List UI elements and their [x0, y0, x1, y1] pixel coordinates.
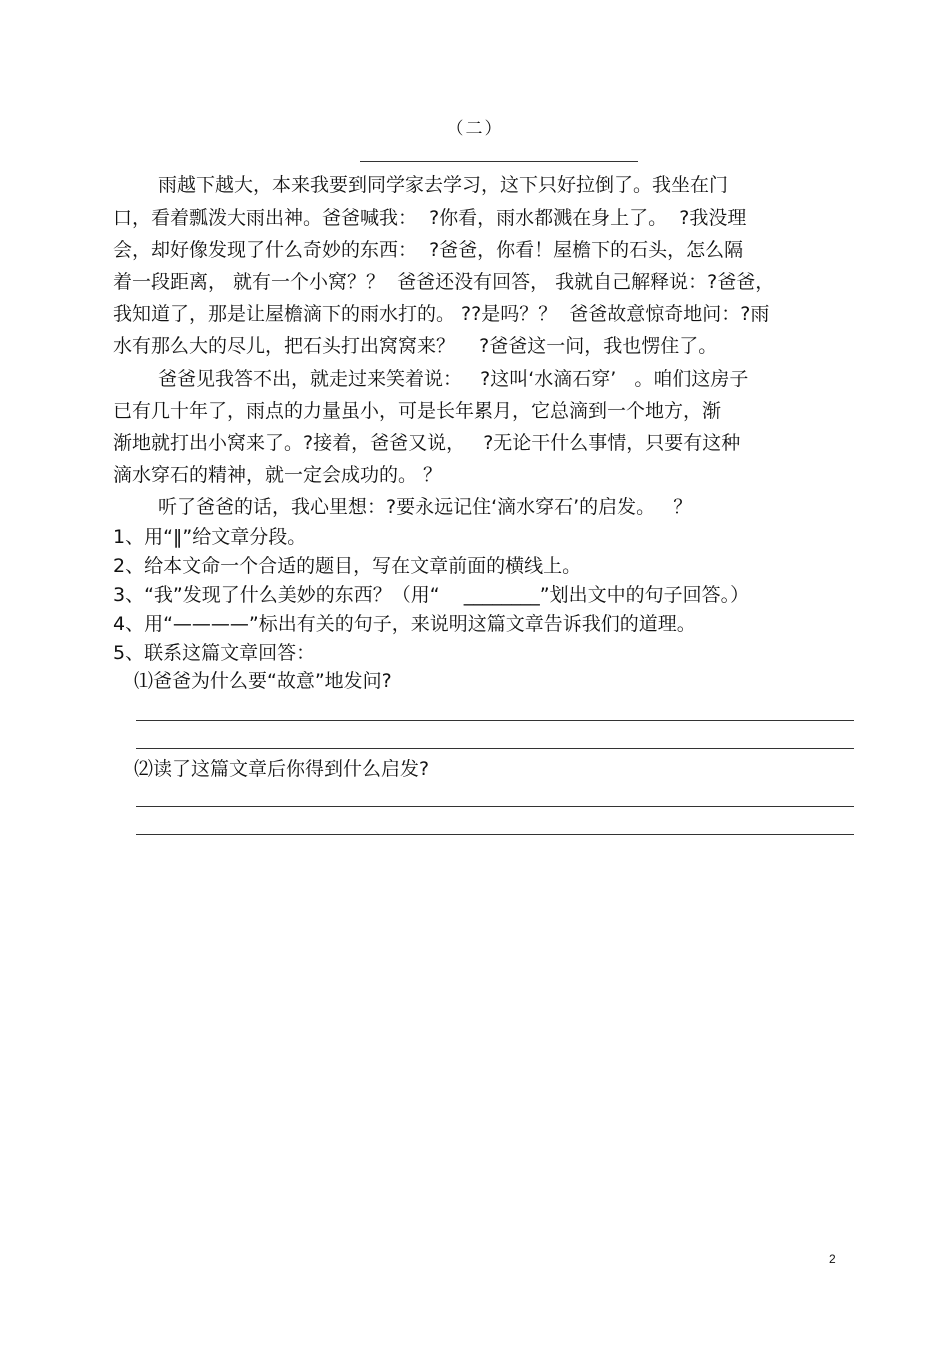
passage-line: 已有几十年了，雨点的力量虽小，可是长年累月，它总滴到一个地方，渐 [113, 400, 722, 422]
answer-line[interactable] [136, 720, 854, 721]
passage-line: 爸爸见我答不出，就走过来笑着说： ?这叫‘水滴石穿’ 。咱们这房子 [158, 368, 749, 390]
passage-line: 听了爸爸的话，我心里想：?要永远记住‘滴水穿石’的启发。 ？ [158, 496, 693, 518]
section-title: （二） [446, 119, 504, 139]
question-4: 4、用“————”标出有关的句子，来说明这篇文章告诉我们的道理。 [113, 613, 696, 635]
passage-line: 口，看着瓢泼大雨出神。爸爸喊我： ?你看，雨水都溅在身上了。 ?我没理 [113, 207, 747, 229]
sub-question-2: ⑵读了这篇文章后你得到什么启发? [134, 758, 430, 780]
question-2: 2、给本文命一个合适的题目，写在文章前面的横线上。 [113, 555, 582, 577]
answer-line[interactable] [136, 748, 854, 749]
passage-line: 我知道了，那是让屋檐滴下的雨水打的。 ??是吗？？ 爸爸故意惊奇地问：?雨 [113, 303, 770, 325]
answer-line[interactable] [136, 806, 854, 807]
passage-line: 水有那么大的尽儿，把石头打出窝窝来？ ?爸爸这一问，我也愣住了。 [113, 335, 718, 357]
question-1: 1、用“‖”给文章分段。 [113, 526, 307, 548]
passage-line: 着一段距离， 就有一个小窝？？ 爸爸还没有回答， 我就自己解释说：?爸爸， [113, 271, 775, 293]
question-3: 3、“我”发现了什么美妙的东西？（用“ ________”划出文中的句子回答。） [113, 584, 750, 606]
passage-line: 滴水穿石的精神，就一定会成功的。 ？ [113, 464, 443, 486]
answer-line[interactable] [136, 834, 854, 835]
sub-question-1: ⑴爸爸为什么要“故意”地发问? [134, 670, 392, 692]
passage-line: 渐地就打出小窝来了。?接着，爸爸又说， ?无论干什么事情，只要有这种 [113, 432, 741, 454]
passage-line: 会，却好像发现了什么奇妙的东西： ?爸爸，你看！屋檐下的石头，怎么隔 [113, 239, 744, 261]
passage-line: 雨越下越大，本来我要到同学家去学习，这下只好拉倒了。我坐在门 [158, 174, 729, 196]
title-blank-line [360, 161, 638, 162]
page-number: 2 [829, 1252, 836, 1266]
question-5: 5、联系这篇文章回答： [113, 642, 316, 664]
